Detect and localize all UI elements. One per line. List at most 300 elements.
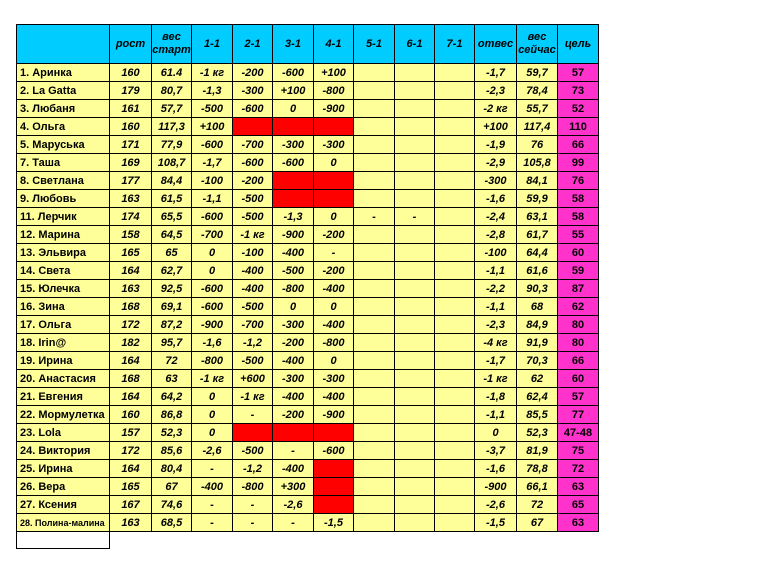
- w2-cell: +600: [233, 370, 273, 388]
- height-cell: 161: [110, 100, 152, 118]
- w1-cell: -600: [192, 136, 233, 154]
- w5-cell: [354, 406, 395, 424]
- w7-cell: [435, 298, 475, 316]
- participant-name: 3. Любаня: [17, 100, 110, 118]
- goal-weight-cell: 65: [558, 496, 599, 514]
- now-cell: 68: [517, 298, 558, 316]
- loss-cell: -2,9: [475, 154, 517, 172]
- w5-cell: [354, 244, 395, 262]
- w1-cell: -800: [192, 352, 233, 370]
- w3-cell: -400: [273, 460, 314, 478]
- w2-cell: -1 кг: [233, 226, 273, 244]
- start-cell: 108,7: [152, 154, 192, 172]
- w7-cell: [435, 514, 475, 532]
- w7-cell: [435, 226, 475, 244]
- w7-cell: [435, 496, 475, 514]
- w5-cell: [354, 118, 395, 136]
- table-row: [17, 406, 599, 424]
- empty-cell: [517, 532, 558, 549]
- w7-cell: [435, 424, 475, 442]
- w4-cell: [314, 190, 354, 208]
- participant-name: 21. Евгения: [17, 388, 110, 406]
- goal-weight-cell: 80: [558, 334, 599, 352]
- participant-name: 23. Lola: [17, 424, 110, 442]
- w5-cell: [354, 190, 395, 208]
- w5-cell: [354, 82, 395, 100]
- w6-cell: [395, 370, 435, 388]
- w7-cell: [435, 262, 475, 280]
- table-row: [17, 280, 599, 298]
- w1-cell: -500: [192, 100, 233, 118]
- goal-weight-cell: 76: [558, 172, 599, 190]
- empty-cell: [314, 532, 354, 549]
- height-cell: 177: [110, 172, 152, 190]
- now-cell: 90,3: [517, 280, 558, 298]
- height-cell: 169: [110, 154, 152, 172]
- w1-cell: -1 кг: [192, 370, 233, 388]
- goal-weight-cell: 66: [558, 352, 599, 370]
- goal-weight-cell: 62: [558, 298, 599, 316]
- table-row: [17, 514, 599, 532]
- now-cell: 91,9: [517, 334, 558, 352]
- participant-name: 15. Юлечка: [17, 280, 110, 298]
- loss-cell: -2,3: [475, 82, 517, 100]
- w6-cell: [395, 478, 435, 496]
- w2-cell: -500: [233, 190, 273, 208]
- start-cell: 68,5: [152, 514, 192, 532]
- w7-cell: [435, 316, 475, 334]
- w7-cell: [435, 208, 475, 226]
- w7-cell: [435, 244, 475, 262]
- loss-cell: -1,7: [475, 64, 517, 82]
- w3-cell: [273, 172, 314, 190]
- participant-name: 26. Вера: [17, 478, 110, 496]
- table-row: [17, 82, 599, 100]
- w1-cell: -1,3: [192, 82, 233, 100]
- w4-cell: 0: [314, 352, 354, 370]
- height-cell: 164: [110, 388, 152, 406]
- w1-cell: -: [192, 514, 233, 532]
- w3-cell: -1,3: [273, 208, 314, 226]
- w6-cell: [395, 460, 435, 478]
- participant-name: 1. Аринка: [17, 64, 110, 82]
- loss-cell: -300: [475, 172, 517, 190]
- w1-cell: -600: [192, 280, 233, 298]
- header-start-weight: вес старт: [152, 25, 192, 64]
- w2-cell: -500: [233, 442, 273, 460]
- w1-cell: -400: [192, 478, 233, 496]
- now-cell: 66,1: [517, 478, 558, 496]
- w6-cell: [395, 334, 435, 352]
- table-row: [17, 388, 599, 406]
- now-cell: 105,8: [517, 154, 558, 172]
- w4-cell: -1,5: [314, 514, 354, 532]
- participant-name: 9. Любовь: [17, 190, 110, 208]
- height-cell: 164: [110, 460, 152, 478]
- header-week-2: 2-1: [233, 25, 273, 64]
- w7-cell: [435, 100, 475, 118]
- w6-cell: [395, 280, 435, 298]
- w2-cell: -1 кг: [233, 388, 273, 406]
- w2-cell: -700: [233, 136, 273, 154]
- participant-name: 18. Irin@: [17, 334, 110, 352]
- empty-cell: [354, 532, 395, 549]
- start-cell: 80,7: [152, 82, 192, 100]
- goal-weight-cell: 59: [558, 262, 599, 280]
- goal-weight-cell: 73: [558, 82, 599, 100]
- start-cell: 67: [152, 478, 192, 496]
- start-cell: 72: [152, 352, 192, 370]
- start-cell: 117,3: [152, 118, 192, 136]
- w4-cell: [314, 478, 354, 496]
- start-cell: 61.4: [152, 64, 192, 82]
- w3-cell: -900: [273, 226, 314, 244]
- w6-cell: [395, 226, 435, 244]
- w2-cell: -500: [233, 298, 273, 316]
- w5-cell: -: [354, 208, 395, 226]
- now-cell: 55,7: [517, 100, 558, 118]
- w2-cell: -800: [233, 478, 273, 496]
- table-row: [17, 262, 599, 280]
- w5-cell: [354, 334, 395, 352]
- loss-cell: -1,9: [475, 136, 517, 154]
- w4-cell: [314, 496, 354, 514]
- table-row: [17, 136, 599, 154]
- w6-cell: [395, 388, 435, 406]
- table-row: [17, 244, 599, 262]
- table-row: [17, 334, 599, 352]
- loss-cell: -100: [475, 244, 517, 262]
- w3-cell: -200: [273, 406, 314, 424]
- participant-name: 24. Виктория: [17, 442, 110, 460]
- participant-name: 12. Марина: [17, 226, 110, 244]
- w3-cell: +300: [273, 478, 314, 496]
- w4-cell: [314, 118, 354, 136]
- start-cell: 65: [152, 244, 192, 262]
- table-row: [17, 154, 599, 172]
- now-cell: 63,1: [517, 208, 558, 226]
- w2-cell: -1,2: [233, 460, 273, 478]
- height-cell: 164: [110, 262, 152, 280]
- w6-cell: [395, 190, 435, 208]
- goal-weight-cell: 110: [558, 118, 599, 136]
- w5-cell: [354, 514, 395, 532]
- header-week-6: 6-1: [395, 25, 435, 64]
- goal-weight-cell: 57: [558, 64, 599, 82]
- w7-cell: [435, 82, 475, 100]
- w4-cell: -600: [314, 442, 354, 460]
- w3-cell: -: [273, 514, 314, 532]
- now-cell: 84,9: [517, 316, 558, 334]
- empty-cell: [152, 532, 192, 549]
- goal-weight-cell: 66: [558, 136, 599, 154]
- goal-weight-cell: 99: [558, 154, 599, 172]
- w3-cell: -400: [273, 388, 314, 406]
- w3-cell: -600: [273, 64, 314, 82]
- now-cell: 78,4: [517, 82, 558, 100]
- header-name: [17, 25, 110, 64]
- table-row: [17, 298, 599, 316]
- loss-cell: -1,5: [475, 514, 517, 532]
- participant-name: 16. Зина: [17, 298, 110, 316]
- start-cell: 86,8: [152, 406, 192, 424]
- w3-cell: [273, 118, 314, 136]
- w6-cell: [395, 64, 435, 82]
- w7-cell: [435, 460, 475, 478]
- height-cell: 165: [110, 244, 152, 262]
- now-cell: 59,7: [517, 64, 558, 82]
- loss-cell: -2,8: [475, 226, 517, 244]
- w6-cell: [395, 136, 435, 154]
- w5-cell: [354, 100, 395, 118]
- w5-cell: [354, 424, 395, 442]
- participant-name: 27. Ксения: [17, 496, 110, 514]
- w3-cell: [273, 190, 314, 208]
- w4-cell: -900: [314, 100, 354, 118]
- participant-name: 11. Лерчик: [17, 208, 110, 226]
- w3-cell: -400: [273, 244, 314, 262]
- w5-cell: [354, 262, 395, 280]
- w4-cell: -400: [314, 280, 354, 298]
- height-cell: 160: [110, 118, 152, 136]
- loss-cell: -4 кг: [475, 334, 517, 352]
- w1-cell: -1,6: [192, 334, 233, 352]
- w5-cell: [354, 478, 395, 496]
- participant-name: 5. Маруська: [17, 136, 110, 154]
- w4-cell: 0: [314, 208, 354, 226]
- table-row: [17, 442, 599, 460]
- goal-weight-cell: 52: [558, 100, 599, 118]
- w7-cell: [435, 352, 475, 370]
- table-row: [17, 118, 599, 136]
- w2-cell: -200: [233, 64, 273, 82]
- w5-cell: [354, 460, 395, 478]
- header-current-weight: вес сейчас: [517, 25, 558, 64]
- header-week-4: 4-1: [314, 25, 354, 64]
- participant-name: 4. Ольга: [17, 118, 110, 136]
- w4-cell: 0: [314, 298, 354, 316]
- height-cell: 164: [110, 352, 152, 370]
- participant-name: 17. Ольга: [17, 316, 110, 334]
- w3-cell: -500: [273, 262, 314, 280]
- header-week-3: 3-1: [273, 25, 314, 64]
- w4-cell: -900: [314, 406, 354, 424]
- start-cell: 69,1: [152, 298, 192, 316]
- w4-cell: -400: [314, 388, 354, 406]
- goal-weight-cell: 47-48: [558, 424, 599, 442]
- w2-cell: -600: [233, 154, 273, 172]
- participant-name: 20. Анастасия: [17, 370, 110, 388]
- loss-cell: -900: [475, 478, 517, 496]
- w2-cell: -700: [233, 316, 273, 334]
- w6-cell: -: [395, 208, 435, 226]
- w4-cell: -800: [314, 82, 354, 100]
- now-cell: 72: [517, 496, 558, 514]
- w2-cell: -200: [233, 172, 273, 190]
- start-cell: 52,3: [152, 424, 192, 442]
- w5-cell: [354, 172, 395, 190]
- start-cell: 92,5: [152, 280, 192, 298]
- w6-cell: [395, 82, 435, 100]
- w2-cell: -: [233, 496, 273, 514]
- w4-cell: +100: [314, 64, 354, 82]
- goal-weight-cell: 72: [558, 460, 599, 478]
- now-cell: 78,8: [517, 460, 558, 478]
- start-cell: 95,7: [152, 334, 192, 352]
- w5-cell: [354, 442, 395, 460]
- w1-cell: -900: [192, 316, 233, 334]
- goal-weight-cell: 87: [558, 280, 599, 298]
- header-week-1: 1-1: [192, 25, 233, 64]
- w1-cell: -1 кг: [192, 64, 233, 82]
- empty-cell: [233, 532, 273, 549]
- empty-cell: [558, 532, 599, 549]
- w2-cell: -600: [233, 100, 273, 118]
- now-cell: 76: [517, 136, 558, 154]
- now-cell: 117,4: [517, 118, 558, 136]
- height-cell: 172: [110, 316, 152, 334]
- start-cell: 64,5: [152, 226, 192, 244]
- table-row: [17, 100, 599, 118]
- w7-cell: [435, 334, 475, 352]
- w4-cell: [314, 424, 354, 442]
- w5-cell: [354, 136, 395, 154]
- w4-cell: -200: [314, 262, 354, 280]
- w3-cell: -400: [273, 352, 314, 370]
- w2-cell: -100: [233, 244, 273, 262]
- height-cell: 157: [110, 424, 152, 442]
- table-row: [17, 316, 599, 334]
- height-cell: 171: [110, 136, 152, 154]
- table-row: [17, 370, 599, 388]
- loss-cell: 0: [475, 424, 517, 442]
- w2-cell: -400: [233, 262, 273, 280]
- height-cell: 165: [110, 478, 152, 496]
- now-cell: 64,4: [517, 244, 558, 262]
- loss-cell: -1,8: [475, 388, 517, 406]
- height-cell: 167: [110, 496, 152, 514]
- w7-cell: [435, 370, 475, 388]
- w4-cell: -300: [314, 370, 354, 388]
- w6-cell: [395, 118, 435, 136]
- goal-weight-cell: 55: [558, 226, 599, 244]
- loss-cell: -1 кг: [475, 370, 517, 388]
- start-cell: 65,5: [152, 208, 192, 226]
- w5-cell: [354, 298, 395, 316]
- loss-cell: -2,4: [475, 208, 517, 226]
- w2-cell: [233, 118, 273, 136]
- now-cell: 62: [517, 370, 558, 388]
- w7-cell: [435, 406, 475, 424]
- start-cell: 61,5: [152, 190, 192, 208]
- w5-cell: [354, 316, 395, 334]
- w2-cell: -1,2: [233, 334, 273, 352]
- w5-cell: [354, 388, 395, 406]
- w5-cell: [354, 496, 395, 514]
- start-cell: 77,9: [152, 136, 192, 154]
- height-cell: 158: [110, 226, 152, 244]
- table-row: [17, 352, 599, 370]
- table-row: [17, 496, 599, 514]
- header-week-5: 5-1: [354, 25, 395, 64]
- start-cell: 64,2: [152, 388, 192, 406]
- empty-cell: [17, 532, 110, 549]
- w4-cell: [314, 172, 354, 190]
- loss-cell: -2,2: [475, 280, 517, 298]
- w4-cell: -200: [314, 226, 354, 244]
- loss-cell: -1,6: [475, 190, 517, 208]
- loss-cell: -1,7: [475, 352, 517, 370]
- table-row: [17, 424, 599, 442]
- w3-cell: -200: [273, 334, 314, 352]
- header-goal: цель: [558, 25, 599, 64]
- w3-cell: 0: [273, 100, 314, 118]
- w7-cell: [435, 388, 475, 406]
- w6-cell: [395, 100, 435, 118]
- start-cell: 84,4: [152, 172, 192, 190]
- w1-cell: -: [192, 460, 233, 478]
- w3-cell: -800: [273, 280, 314, 298]
- loss-cell: +100: [475, 118, 517, 136]
- w1-cell: 0: [192, 424, 233, 442]
- w4-cell: [314, 460, 354, 478]
- loss-cell: -1,1: [475, 298, 517, 316]
- w6-cell: [395, 316, 435, 334]
- loss-cell: -1,1: [475, 262, 517, 280]
- w6-cell: [395, 514, 435, 532]
- loss-cell: -3,7: [475, 442, 517, 460]
- participant-name: 2. La Gatta: [17, 82, 110, 100]
- loss-cell: -1,1: [475, 406, 517, 424]
- header-height: рост: [110, 25, 152, 64]
- w1-cell: -600: [192, 298, 233, 316]
- header-total-loss: отвес: [475, 25, 517, 64]
- w6-cell: [395, 172, 435, 190]
- height-cell: 168: [110, 370, 152, 388]
- goal-weight-cell: 58: [558, 190, 599, 208]
- goal-weight-cell: 57: [558, 388, 599, 406]
- empty-cell: [192, 532, 233, 549]
- w6-cell: [395, 244, 435, 262]
- w3-cell: -300: [273, 370, 314, 388]
- w6-cell: [395, 262, 435, 280]
- empty-cell: [435, 532, 475, 549]
- w2-cell: -: [233, 406, 273, 424]
- empty-cell: [110, 532, 152, 549]
- w1-cell: -700: [192, 226, 233, 244]
- start-cell: 62,7: [152, 262, 192, 280]
- now-cell: 61,6: [517, 262, 558, 280]
- empty-cell: [273, 532, 314, 549]
- w2-cell: -400: [233, 280, 273, 298]
- goal-weight-cell: 60: [558, 370, 599, 388]
- now-cell: 59,9: [517, 190, 558, 208]
- start-cell: 74,6: [152, 496, 192, 514]
- w6-cell: [395, 352, 435, 370]
- w3-cell: [273, 424, 314, 442]
- w5-cell: [354, 226, 395, 244]
- height-cell: 182: [110, 334, 152, 352]
- table-row: [17, 226, 599, 244]
- w1-cell: -: [192, 496, 233, 514]
- w7-cell: [435, 64, 475, 82]
- w7-cell: [435, 172, 475, 190]
- table-row: [17, 208, 599, 226]
- start-cell: 57,7: [152, 100, 192, 118]
- w1-cell: 0: [192, 262, 233, 280]
- now-cell: 81,9: [517, 442, 558, 460]
- height-cell: 163: [110, 514, 152, 532]
